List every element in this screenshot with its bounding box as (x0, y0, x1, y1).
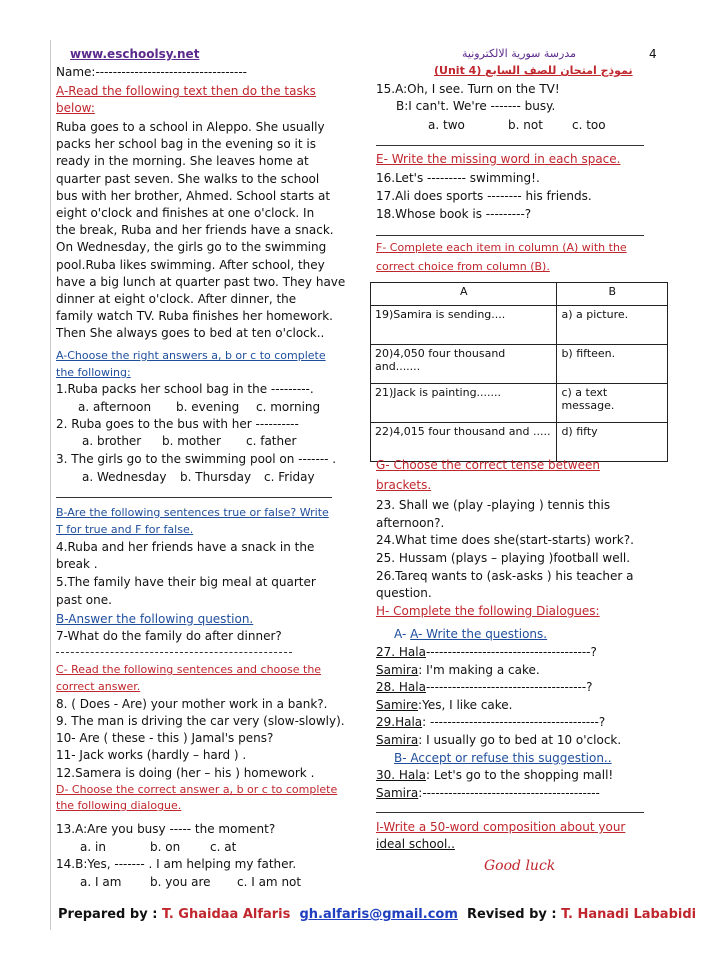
dialogue-text: --------------------------------------? (425, 645, 597, 659)
q3-option-a[interactable]: a. Wednesday (82, 470, 167, 484)
table-row (371, 384, 668, 423)
column-a-header: A (371, 283, 557, 306)
question-10: 10- Are ( these - this ) Jamal's pens? (56, 731, 274, 745)
q15-option-c[interactable]: c. too (572, 118, 606, 132)
passage-line: dinner at eight o'clock. After dinner, the (56, 292, 297, 306)
page-number: 4 (649, 47, 657, 61)
samira-answer-line[interactable] (376, 786, 600, 800)
passage-line: family watch TV. Ruba finishes her homework. (56, 309, 333, 324)
passage-line: pool.Ruba likes swimming. After school, they (56, 257, 325, 272)
question-14: 14.B:Yes, ------- . I am helping my father. (56, 857, 297, 871)
section-c-title-line2: correct answer. (56, 680, 141, 693)
section-f-title-line2: correct choice from column (B). (376, 260, 550, 273)
q13-option-b[interactable]: b. on (150, 840, 181, 854)
q13-option-a[interactable]: a. in (80, 840, 106, 854)
question-15-b: B:I can't. We're ------- busy. (396, 99, 556, 113)
q3-option-c[interactable]: c. Friday (264, 470, 315, 484)
section-b-title-line1: B-Are the following sentences true or false? Write (56, 506, 329, 519)
revised-label: Revised by : (466, 907, 557, 922)
unit-label: Unit 4 (439, 64, 477, 77)
question-9: 9. The man is driving the car very (slow-slowly). (56, 714, 345, 728)
column-b-item: a) a picture. (557, 306, 668, 345)
table-row (371, 345, 668, 384)
column-b-header: B (557, 283, 668, 306)
section-g-title-line1: G- Choose the correct tense between (376, 458, 600, 472)
column-a-item: 22)4,015 four thousand and ..... (371, 423, 557, 462)
section-i-title-line1: I-Write a 50-word composition about your (376, 820, 626, 834)
q13-option-c[interactable]: c. at (210, 840, 237, 854)
column-a-item: 21)Jack is painting....... (371, 384, 557, 423)
dialogue-text: -------------------------------------? (425, 680, 593, 695)
dialogue-line (376, 733, 621, 747)
prepared-label: Prepared by : (58, 907, 158, 922)
footer (58, 907, 696, 922)
speaker-name: 29.Hala (376, 715, 423, 730)
email-link[interactable]: gh.alfaris@gmail.com (299, 907, 458, 922)
q2-option-c[interactable]: c. father (246, 434, 297, 448)
column-b-item: c) a text message. (557, 384, 668, 423)
q1-option-c[interactable]: c. morning (256, 400, 321, 414)
speaker-name: Samira (376, 733, 419, 747)
column-b-item: b) fifteen. (557, 345, 668, 384)
passage-line: have a big lunch at quarter past two. They have (56, 274, 346, 289)
speaker-hala: 30. Hala (376, 768, 426, 782)
question-16: 16.Let's --------- swimming!. (376, 171, 540, 185)
question-3: 3. The girls go to the swimming pool on ------- . (56, 452, 337, 466)
mc-title-line2: the following: (56, 366, 131, 379)
speaker-name: Samira (376, 662, 419, 677)
question-5-line2: past one. (56, 593, 112, 607)
q15-option-a[interactable]: a. two (428, 118, 465, 132)
answer-line[interactable] (56, 652, 292, 653)
answer-question-title: B-Answer the following question. (56, 612, 254, 626)
passage-line: the break, Ruba and her friends have a snack. (56, 223, 334, 238)
question-15-a: 15.A:Oh, I see. Turn on the TV! (376, 82, 560, 96)
dialogue-line (376, 698, 513, 712)
question-4-line2: break . (56, 557, 98, 571)
question-26-line2: question. (376, 586, 432, 600)
dialogue-text: : I'm making a cake. (418, 662, 540, 677)
question-24: 24.What time does she(start-starts) work?. (376, 533, 634, 547)
section-d-title-line2: the following dialogue. (56, 799, 182, 812)
divider (56, 497, 332, 498)
matching-table (370, 282, 668, 462)
question-17: 17.Ali does sports -------- his friends. (376, 189, 592, 203)
section-g-title-line2: brackets. (376, 478, 432, 492)
column-b-item: d) fifty (557, 423, 668, 462)
section-a-title-line2: below: (56, 101, 95, 115)
dialogue-text: : I usually go to bed at 10 o'clock. (418, 733, 622, 747)
section-h-title: H- Complete the following Dialogues: (376, 604, 600, 618)
question-30 (376, 768, 613, 782)
suggestion-label: B- Accept or refuse this suggestion.. (394, 751, 612, 765)
divider (376, 145, 644, 146)
suggestion-title (394, 751, 612, 765)
passage-line: ready in the morning. She leaves home at (56, 154, 309, 169)
question-2: 2. Ruba goes to the bus with her ---------- (56, 417, 299, 431)
passage-line: Ruba goes to a school in Aleppo. She usually (56, 120, 325, 134)
answer-blank: :----------------------------------------- (418, 786, 600, 800)
question-12: 12.Samera is doing (her – his ) homework . (56, 766, 315, 780)
exam-title-arabic: نموذج امتحان للصف السابع (485, 64, 633, 77)
exam-title: (Unit 4) نموذج امتحان للصف السابع (434, 64, 633, 77)
good-luck-text: Good luck (484, 858, 556, 874)
divider (376, 812, 644, 813)
divider (376, 235, 644, 236)
q2-option-a[interactable]: a. brother (82, 434, 142, 448)
q14-option-c[interactable]: c. I am not (237, 875, 302, 889)
question-30-text: : Let's go to the shopping mall! (425, 768, 614, 782)
q15-option-b[interactable]: b. not (508, 118, 543, 132)
section-a-title-line1: A-Read the following text then do the tasks (56, 84, 316, 98)
question-23-line2: afternoon?. (376, 516, 445, 530)
dialogue-line (376, 663, 540, 677)
section-i-title-line2: ideal school.. (376, 837, 455, 851)
section-c-title-line1: C- Read the following sentences and choose the (56, 663, 322, 676)
table-row (371, 423, 668, 462)
question-5-line1: 5.The family have their big meal at quarter (56, 575, 316, 589)
q1-option-a[interactable]: a. afternoon (78, 400, 152, 414)
passage-line: eight o'clock and finishes at one o'clock. In (56, 206, 315, 220)
q14-option-a[interactable]: a. I am (80, 875, 122, 889)
column-a-item: 19)Samira is sending.... (371, 306, 557, 345)
write-questions-label: A- Write the questions. (410, 627, 548, 641)
q3-option-b[interactable]: b. Thursday (180, 470, 252, 484)
q1-option-b[interactable]: b. evening (176, 400, 240, 414)
question-7: 7-What do the family do after dinner? (56, 629, 282, 643)
question-26-line1: 26.Tareq wants to (ask-asks ) his teacher a (376, 569, 634, 583)
dialogue-line (376, 715, 605, 729)
speaker-samira: Samira (376, 786, 419, 800)
question-4-line1: 4.Ruba and her friends have a snack in the (56, 540, 315, 554)
q14-option-b[interactable]: b. you are (150, 875, 211, 889)
speaker-name: 27. Hala (376, 645, 426, 659)
website-link[interactable]: www.eschoolsy.net (70, 47, 200, 61)
question-11: 11- Jack works (hardly – hard ) . (56, 748, 247, 762)
passage-line: quarter past seven. She walks to the school (56, 171, 320, 186)
q2-option-b[interactable]: b. mother (162, 434, 221, 448)
question-18: 18.Whose book is ---------? (376, 207, 532, 221)
dialogue-line (376, 645, 597, 659)
column-a-item: 20)4,050 four thousand and....... (371, 345, 557, 384)
school-name-arabic: مدرسة سورية الالكترونية (462, 47, 576, 60)
question-13: 13.A:Are you busy ----- the moment? (56, 822, 276, 836)
mc-title-line1: A-Choose the right answers a, b or c to complete (56, 349, 326, 362)
question-25: 25. Hussam (plays – playing )football well. (376, 551, 631, 565)
passage-line: bus with her brother, Ahmed. School starts at (56, 188, 331, 203)
passage-line: packs her school bag in the evening so it is (56, 137, 316, 152)
table-row (371, 306, 668, 345)
dialogue-text: :Yes, I like cake. (418, 697, 513, 712)
question-8: 8. ( Does - Are) your mother work in a bank?. (56, 697, 328, 711)
question-23-line1: 23. Shall we (play -playing ) tennis this (376, 498, 611, 512)
name-field-label: Name:----------------------------------- (56, 65, 247, 79)
section-b-title-line2: T for true and F for false. (56, 523, 194, 536)
section-f-title-line1: F- Complete each item in column (A) with the (376, 241, 627, 254)
passage-line: On Wednesday, the girls go to the swimming (56, 240, 327, 255)
dialogue-text: : ---------------------------------------? (422, 715, 606, 730)
prepared-name: T. Ghaidaa Alfaris (161, 907, 291, 922)
speaker-name: 28. Hala (376, 680, 426, 695)
section-e-title: E- Write the missing word in each space. (376, 152, 621, 166)
passage-line: Then She always goes to bed at ten o'clock.. (56, 326, 325, 341)
section-d-title-line1: D- Choose the correct answer a, b or c to complete (56, 783, 338, 796)
dialogue-line (376, 680, 593, 694)
revised-name: T. Hanadi Lababidi (561, 907, 697, 922)
speaker-name: Samire (376, 697, 419, 712)
write-questions-title: A- A- Write the questions. (394, 627, 548, 641)
question-1: 1.Ruba packs her school bag in the ---------. (56, 382, 314, 396)
